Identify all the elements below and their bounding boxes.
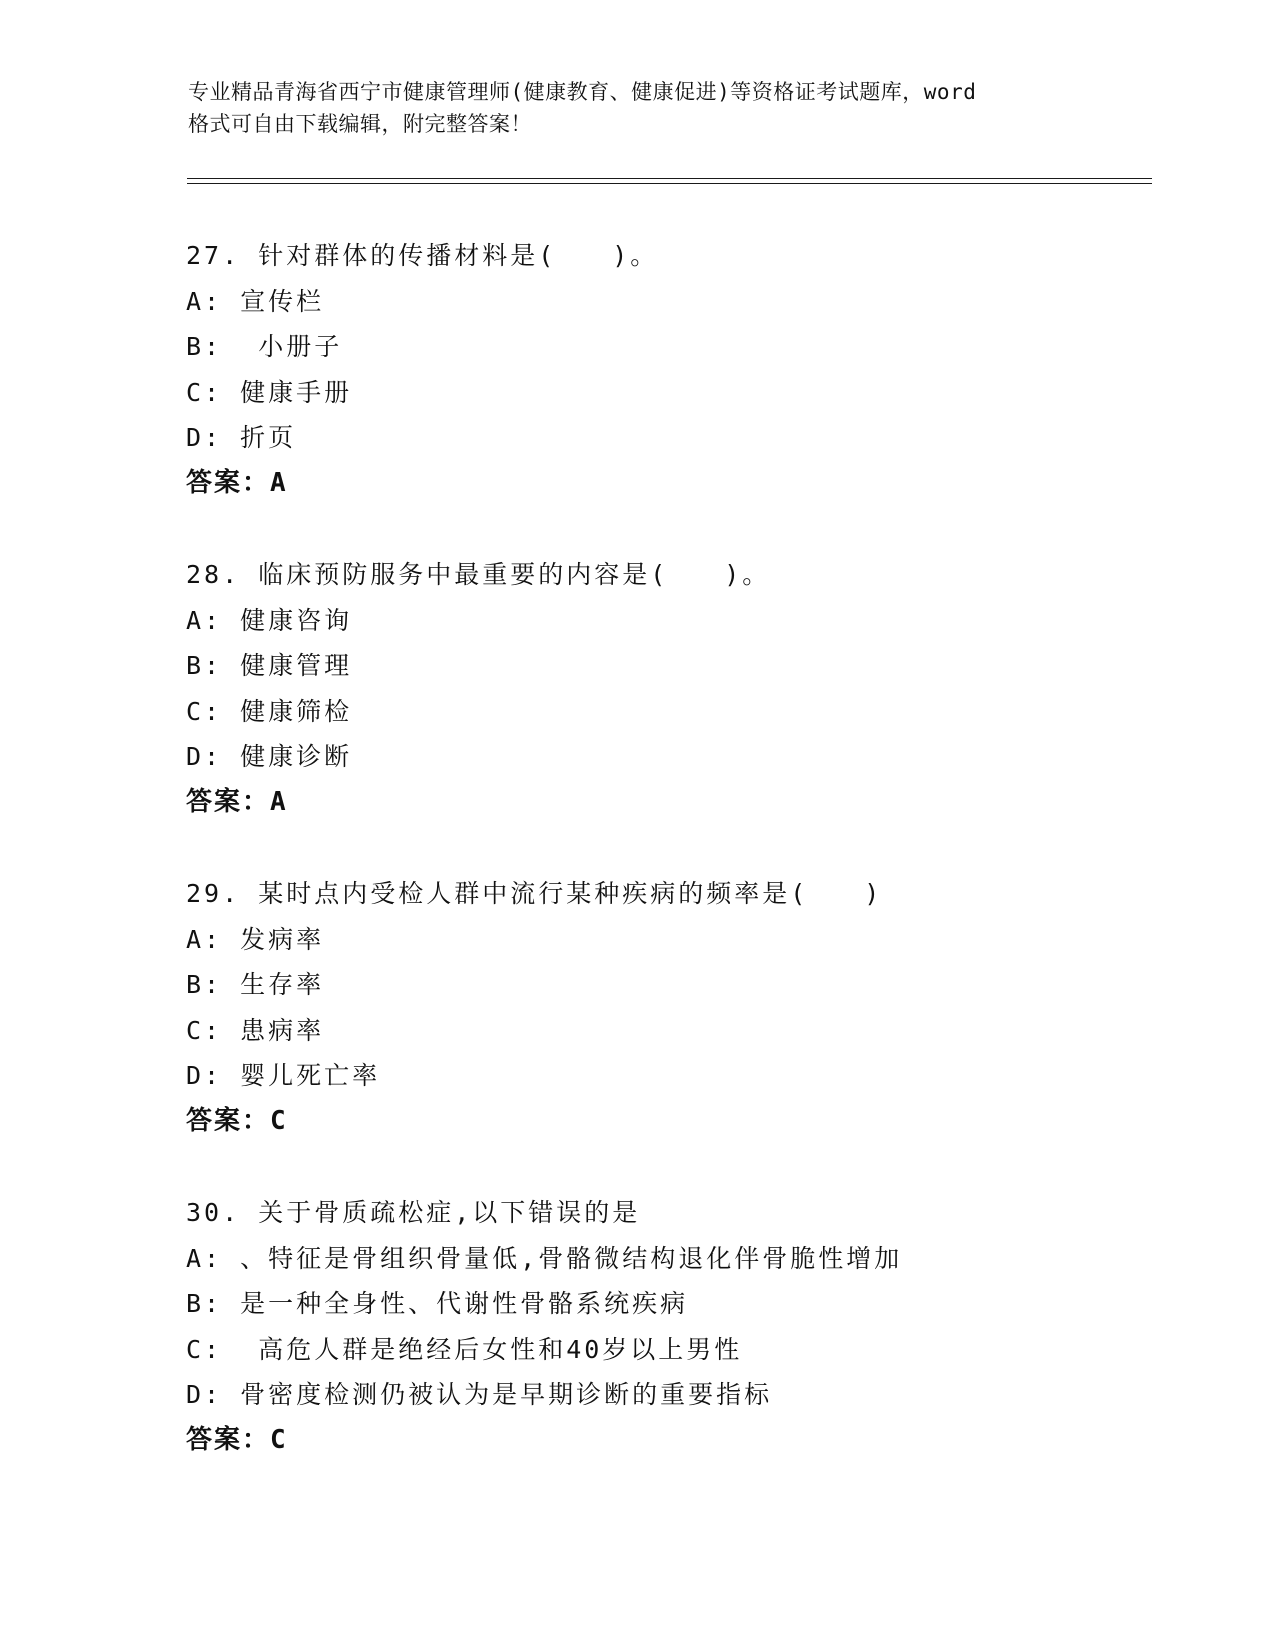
option-d: D: 健康诊断: [186, 742, 353, 771]
answer-line: 答案：C: [186, 1105, 288, 1136]
option-d: D: 骨密度检测仍被认为是早期诊断的重要指标: [186, 1380, 773, 1409]
option-b: B: 健康管理: [186, 651, 353, 680]
question-stem: 27. 针对群体的传播材料是( )。: [186, 241, 659, 270]
header-line-1: 专业精品青海省西宁市健康管理师(健康教育、健康促进)等资格证考试题库，word: [188, 80, 977, 104]
answer-line: 答案：A: [186, 467, 288, 498]
question-27: [186, 233, 1186, 506]
option-c: C: 高危人群是绝经后女性和40岁以上男性: [186, 1334, 743, 1364]
option-d: D: 婴儿死亡率: [186, 1061, 381, 1090]
question-28: [186, 552, 1186, 825]
option-b: B: 是一种全身性、代谢性骨骼系统疾病: [186, 1289, 689, 1318]
question-stem: 29. 某时点内受检人群中流行某种疾病的频率是( ): [186, 879, 883, 908]
answer-line: 答案：A: [186, 786, 288, 817]
option-c: C: 患病率: [186, 1015, 325, 1045]
option-a: A: 、特征是骨组织骨量低,骨骼微结构退化伴骨脆性增加: [186, 1243, 903, 1273]
option-b: B: 生存率: [186, 970, 325, 999]
header-line-2: 格式可自由下载编辑，附完整答案！: [188, 112, 532, 136]
answer-line: 答案：C: [186, 1424, 288, 1455]
option-c: C: 健康筛检: [186, 696, 353, 726]
option-a: A: 发病率: [186, 924, 325, 954]
question-29: [186, 871, 1186, 1144]
option-a: A: 宣传栏: [186, 286, 325, 316]
option-b: B: 小册子: [186, 332, 343, 361]
header-divider-bottom: [187, 183, 1152, 184]
document-header: [188, 76, 1108, 140]
question-30: [186, 1190, 1186, 1463]
option-c: C: 健康手册: [186, 377, 353, 407]
option-d: D: 折页: [186, 423, 297, 452]
header-divider-top: [187, 178, 1152, 179]
option-a: A: 健康咨询: [186, 605, 353, 635]
question-stem: 28. 临床预防服务中最重要的内容是( )。: [186, 560, 771, 589]
question-stem: 30. 关于骨质疏松症,以下错误的是: [186, 1198, 641, 1227]
